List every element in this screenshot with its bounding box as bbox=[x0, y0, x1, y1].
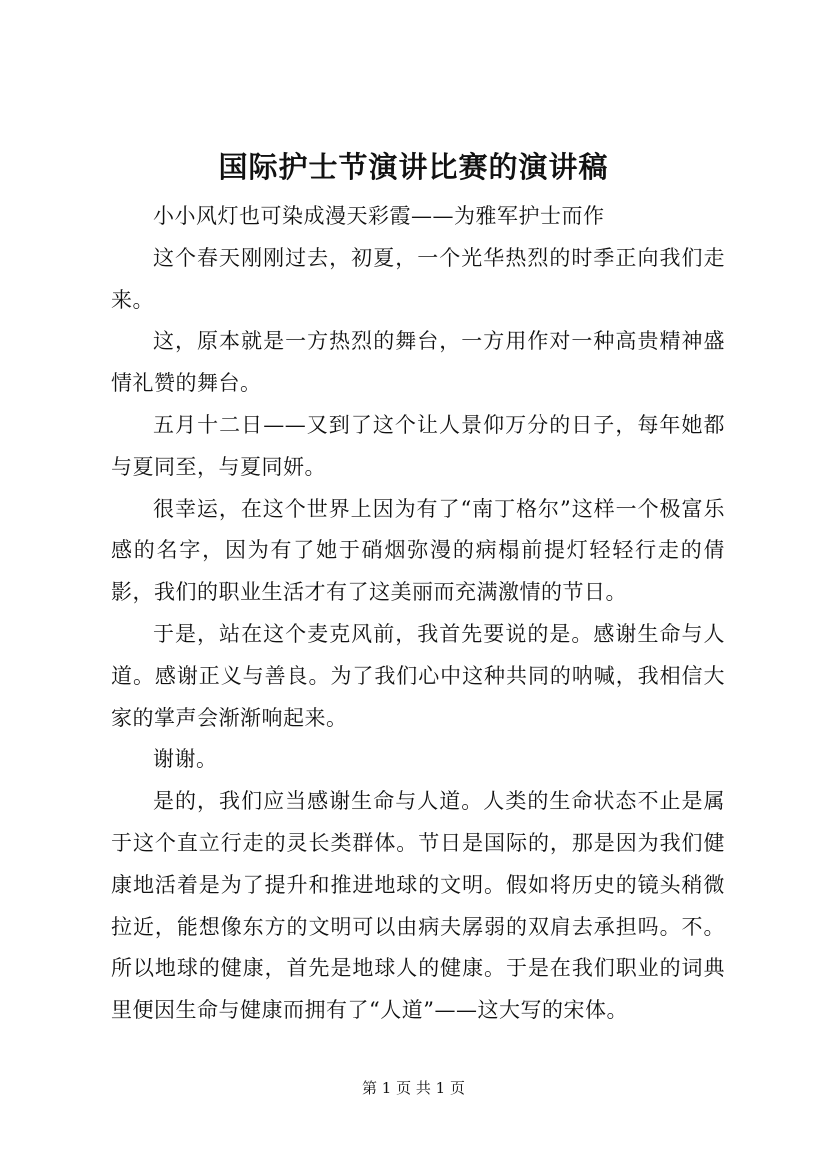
body-paragraph: 五月十二日——又到了这个让人景仰万分的日子，每年她都与夏同至，与夏同妍。 bbox=[111, 412, 725, 479]
subtitle-paragraph: 小小风灯也可染成漫天彩霞——为雅军护士而作 bbox=[153, 204, 605, 228]
body-paragraph: 于是，站在这个麦克风前，我首先要说的是。感谢生命与人道。感谢正义与善良。为了我们心中这种共同的呐喊，我相信大家的掌声会渐渐响起来。 bbox=[111, 621, 725, 730]
body-paragraph: 这个春天刚刚过去，初夏，一个光华热烈的时季正向我们走来。 bbox=[111, 245, 725, 312]
document-body bbox=[111, 196, 725, 1032]
body-paragraph: 谢谢。 bbox=[153, 747, 218, 772]
body-paragraph: 是的，我们应当感谢生命与人道。人类的生命状态不止是属于这个直立行走的灵长类群体。节日是国际的，那是因为我们健康地活着是为了提升和推进地球的文明。假如将历史的镜头稍微拉近，能想像东方的文明可以由病夫孱弱的双肩去承担吗。不。所以地球的健康，首先是地球人的健康。于是在我们职业的词典里便因生命与健康而拥有了“人道”——这大写的宋体。 bbox=[111, 789, 725, 1023]
document-title: 国际护士节演讲比赛的演讲稿 bbox=[218, 150, 609, 184]
page-footer bbox=[0, 1078, 827, 1098]
body-paragraph: 很幸运，在这个世界上因为有了“南丁格尔”这样一个极富乐感的名字，因为有了她于硝烟弥漫的病榻前提灯轻轻行走的倩影，我们的职业生活才有了这美丽而充满激情的节日。 bbox=[111, 496, 725, 605]
page-number-label: 第 1 页 共 1 页 bbox=[362, 1079, 465, 1097]
body-paragraph: 这，原本就是一方热烈的舞台，一方用作对一种高贵精神盛情礼赞的舞台。 bbox=[111, 329, 725, 396]
